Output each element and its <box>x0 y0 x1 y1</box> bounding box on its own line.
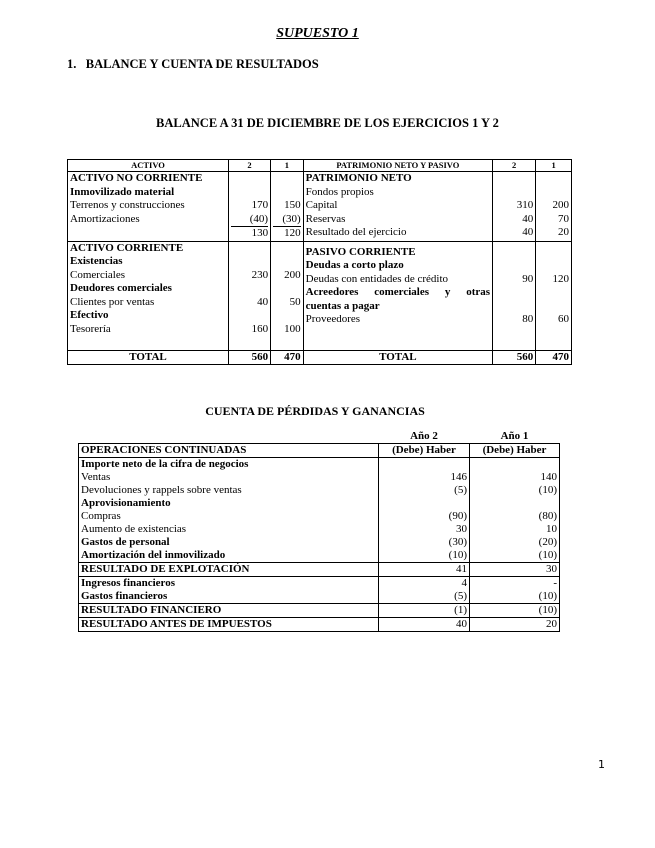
res-explot-y2: 41 <box>379 563 470 577</box>
header-pasivo-year1: 1 <box>536 160 572 172</box>
efectivo-label: Efectivo <box>70 309 109 321</box>
fondos-label: Fondos propios <box>305 185 374 198</box>
res-explot-y1: 30 <box>470 563 560 577</box>
balance-total-row <box>68 350 572 364</box>
gas-fin-y2: (5) <box>379 590 470 604</box>
proveedores-label: Proveedores <box>305 313 361 325</box>
anc-sub-y2: 130 <box>231 226 268 241</box>
res-ai-label: RESULTADO ANTES DE IMPUESTOS <box>79 618 379 632</box>
header-activo: ACTIVO <box>68 160 229 172</box>
ing-fin-y2: 4 <box>379 577 470 591</box>
total-activo-label: TOTAL <box>68 350 229 364</box>
devoluciones-y2: (5) <box>379 484 470 497</box>
pyg-row <box>79 458 560 472</box>
amort-y1: (10) <box>470 549 560 563</box>
res-explot-label: RESULTADO DE EXPLOTACIÓN <box>79 563 379 577</box>
acreedores-label: Acreedores comerciales y otras <box>305 286 491 298</box>
deudas-ent-y1: 120 <box>552 272 569 285</box>
compras-y1: (80) <box>470 510 560 523</box>
clientes-y2: 40 <box>257 295 269 308</box>
aumento-y1: 10 <box>470 523 560 536</box>
clientes-label: Clientes por ventas <box>70 295 155 308</box>
pyg-year1: Año 1 <box>500 430 529 442</box>
total-activo-y2: 560 <box>228 350 270 364</box>
balance-table <box>67 159 572 365</box>
balance-block-2 <box>68 241 572 350</box>
aumento-y2: 30 <box>379 523 470 536</box>
terrenos-y1: 150 <box>284 199 301 211</box>
balance-title: BALANCE A 31 DE DICIEMBRE DE LOS EJERCICIOS 1 Y 2 <box>156 116 499 130</box>
gas-fin-y1: (10) <box>470 590 560 604</box>
proveedores-y1: 60 <box>558 313 569 325</box>
deudas-ent-label: Deudas con entidades de crédito <box>305 272 449 285</box>
pyg-row <box>79 510 560 523</box>
amortizaciones-label: Amortizaciones <box>70 212 140 225</box>
res-fin-y1: (10) <box>470 604 560 618</box>
reservas-y1: 70 <box>558 212 569 225</box>
res-ai-y2: 40 <box>379 618 470 632</box>
capital-y1: 200 <box>552 199 569 211</box>
amort-label: Amortización del inmovilizado <box>79 549 379 563</box>
comerciales-y1: 200 <box>284 268 301 281</box>
amort-y2: (10) <box>379 549 470 563</box>
pn-title: PATRIMONIO NETO <box>305 172 412 184</box>
tesoreria-y2: 160 <box>251 322 269 335</box>
total-pasivo-y2: 560 <box>493 350 536 364</box>
tesoreria-label: Tesorería <box>70 322 111 335</box>
deudas-ent-y2: 90 <box>522 272 534 285</box>
pyg-row <box>79 471 560 484</box>
personal-y1: (20) <box>470 536 560 549</box>
personal-label: Gastos de personal <box>79 536 379 549</box>
terrenos-y2: 170 <box>251 199 269 211</box>
gas-fin-label: Gastos financieros <box>79 590 379 604</box>
pyg-col-year1: (Debe) Haber <box>470 444 560 458</box>
total-pasivo-label: TOTAL <box>303 350 492 364</box>
pyg-row <box>79 577 560 591</box>
resultado-y1: 20 <box>558 226 569 238</box>
deudores-label: Deudores comerciales <box>70 282 172 294</box>
reservas-y2: 40 <box>522 212 534 225</box>
pyg-row <box>79 563 560 577</box>
capital-y2: 310 <box>516 199 534 211</box>
header-pasivo-year2: 2 <box>493 160 536 172</box>
existencias-label: Existencias <box>70 255 123 267</box>
proveedores-y2: 80 <box>522 313 534 325</box>
header-pasivo: PATRIMONIO NETO Y PASIVO <box>303 160 492 172</box>
pyg-row <box>79 497 560 510</box>
capital-label: Capital <box>305 199 338 211</box>
personal-y2: (30) <box>379 536 470 549</box>
res-fin-y2: (1) <box>379 604 470 618</box>
pyg-row <box>79 536 560 549</box>
ventas-y1: 140 <box>470 471 560 484</box>
amortizaciones-y1: (30) <box>282 212 301 225</box>
aumento-label: Aumento de existencias <box>79 523 379 536</box>
anc-sub-y1: 120 <box>273 226 301 241</box>
res-ai-y1: 20 <box>470 618 560 632</box>
pyg-years-row <box>79 430 560 444</box>
page-number: 1 <box>598 758 605 771</box>
resultado-y2: 40 <box>522 226 534 238</box>
comerciales-label: Comerciales <box>70 268 125 281</box>
document-title: SUPUESTO 1 <box>276 26 359 41</box>
devoluciones-label: Devoluciones y rappels sobre ventas <box>79 484 379 497</box>
pyg-row <box>79 484 560 497</box>
pyg-header-row <box>79 444 560 458</box>
ing-fin-y1: - <box>470 577 560 591</box>
ac-title: ACTIVO CORRIENTE <box>70 241 184 254</box>
acreedores-label-2: cuentas a pagar <box>305 299 380 312</box>
comerciales-y2: 230 <box>251 268 269 281</box>
clientes-y1: 50 <box>289 295 301 308</box>
devoluciones-y1: (10) <box>470 484 560 497</box>
pyg-row <box>79 590 560 604</box>
pc-title: PASIVO CORRIENTE <box>305 245 416 258</box>
total-activo-y1: 470 <box>271 350 304 364</box>
inmovilizado-label: Inmovilizado material <box>70 185 175 198</box>
section-heading: 1. BALANCE Y CUENTA DE RESULTADOS <box>67 57 319 71</box>
ventas-label: Ventas <box>79 471 379 484</box>
amortizaciones-y2: (40) <box>249 212 269 225</box>
ing-fin-label: Ingresos financieros <box>79 577 379 591</box>
terrenos-label: Terrenos y construcciones <box>70 199 185 211</box>
reservas-label: Reservas <box>305 212 346 225</box>
total-pasivo-y1: 470 <box>536 350 572 364</box>
pyg-year2: Año 2 <box>410 430 438 442</box>
balance-block-1 <box>68 172 572 242</box>
pyg-row <box>79 604 560 618</box>
importe-label: Importe neto de la cifra de negocios <box>79 458 379 472</box>
compras-y2: (90) <box>379 510 470 523</box>
pyg-col-desc: OPERACIONES CONTINUADAS <box>79 444 379 458</box>
pyg-table <box>78 430 560 632</box>
deudas-cp-label: Deudas a corto plazo <box>305 259 404 271</box>
resultado-label: Resultado del ejercicio <box>305 226 407 238</box>
tesoreria-y1: 100 <box>284 322 301 335</box>
balance-header-row <box>68 160 572 172</box>
compras-label: Compras <box>79 510 379 523</box>
header-activo-year1: 1 <box>271 160 304 172</box>
ventas-y2: 146 <box>379 471 470 484</box>
header-activo-year2: 2 <box>228 160 270 172</box>
res-fin-label: RESULTADO FINANCIERO <box>79 604 379 618</box>
aprov-label: Aprovisionamiento <box>79 497 379 510</box>
pyg-col-year2: (Debe) Haber <box>379 444 470 458</box>
pyg-row <box>79 523 560 536</box>
pyg-row <box>79 549 560 563</box>
pyg-title: CUENTA DE PÉRDIDAS Y GANANCIAS <box>205 404 425 418</box>
anc-title: ACTIVO NO CORRIENTE <box>70 172 203 184</box>
pyg-row <box>79 618 560 632</box>
